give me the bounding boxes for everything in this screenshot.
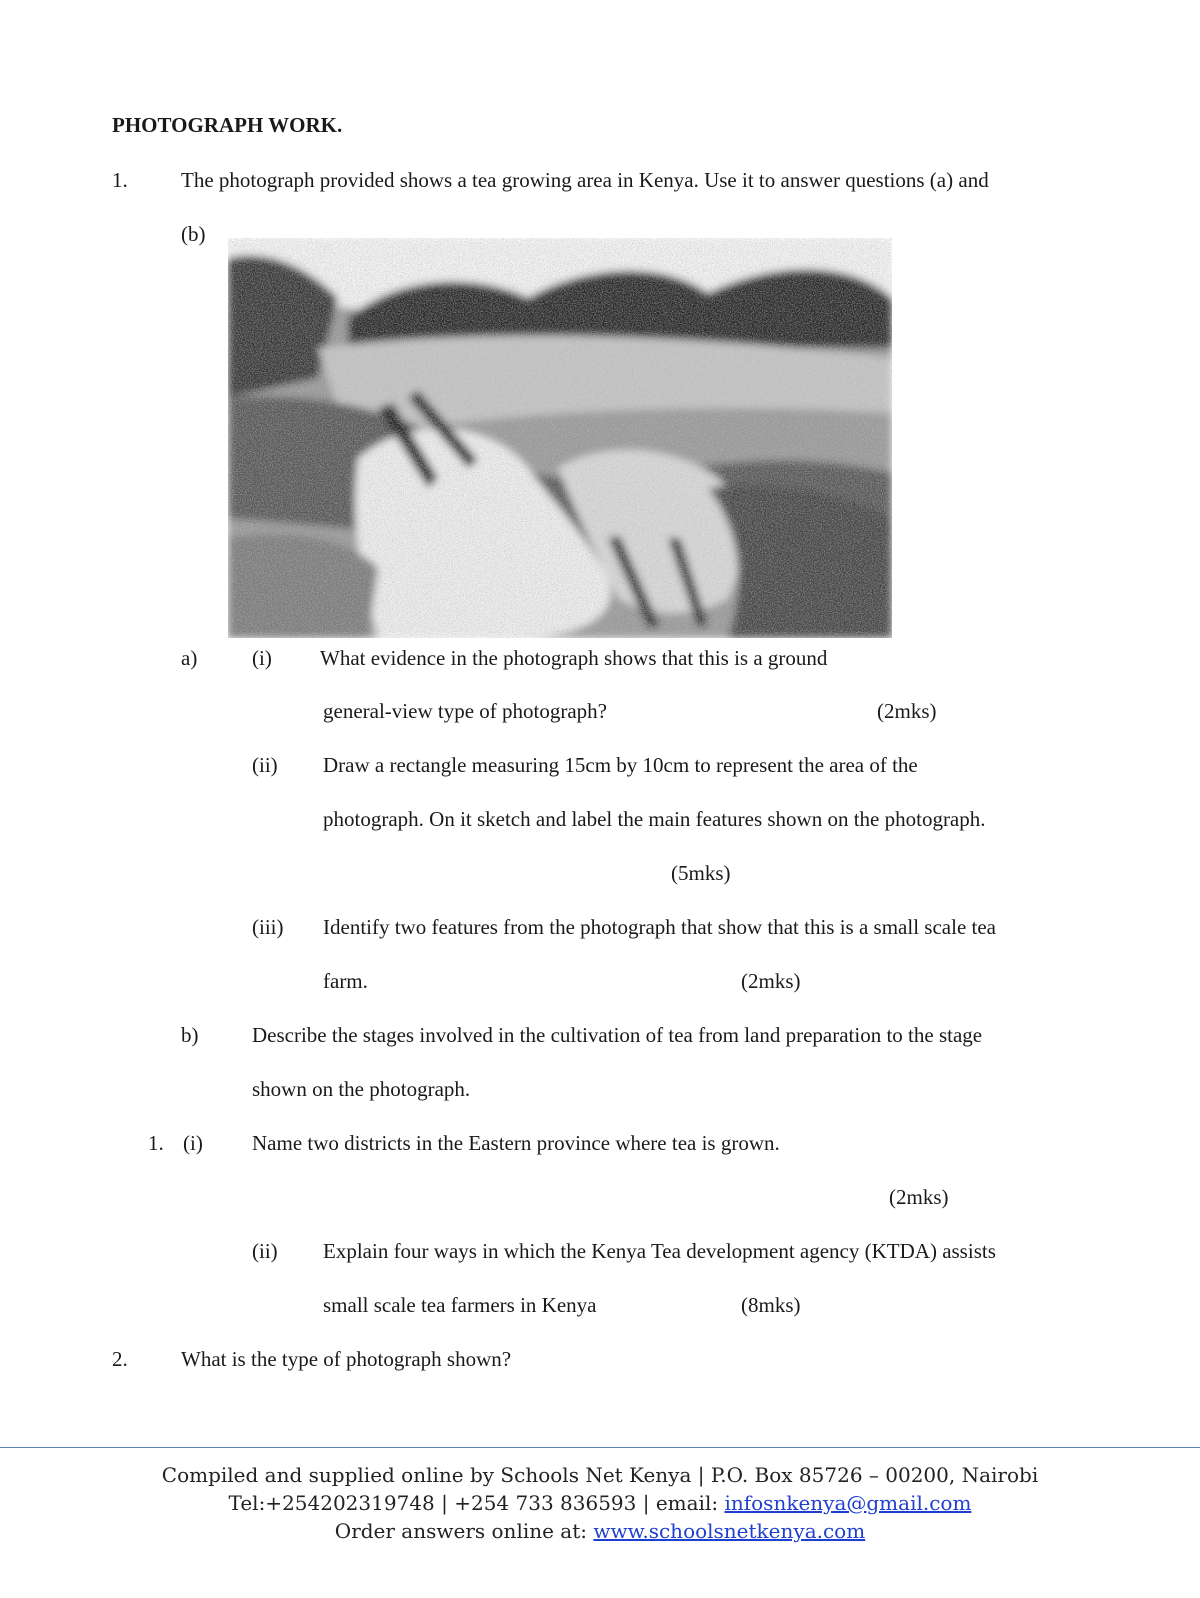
subquestion-number: 1.: [148, 1131, 164, 1155]
subquestion-i-marks: (2mks): [889, 1185, 949, 1209]
question-2-number: 2.: [112, 1347, 128, 1371]
question-1-number: 1.: [112, 168, 128, 192]
footer-order-text: Order answers online at:: [334, 1519, 594, 1543]
subquestion-ii-text: Explain four ways in which the Kenya Tea development agency (KTDA) assists: [323, 1239, 996, 1263]
part-b-label: b): [181, 1023, 199, 1047]
question-2-text: What is the type of photograph shown?: [181, 1347, 512, 1371]
part-a-label: a): [181, 646, 198, 670]
footer-website-link[interactable]: www.schoolsnetkenya.com: [593, 1519, 866, 1543]
footer-compiled-line: Compiled and supplied online by Schools Net Kenya | P.O. Box 85726 – 00200, Nairobi: [161, 1463, 1039, 1487]
footer-divider: [0, 1447, 1200, 1448]
footer-order-line: [0, 1521, 1200, 1541]
footer-phone-text: Tel:+254202319748 | +254 733 836593 | email:: [228, 1491, 725, 1515]
subquestion-ii-marks: (8mks): [741, 1293, 801, 1317]
tea-farm-photograph: [228, 238, 892, 638]
part-a-i-text: What evidence in the photograph shows that this is a ground: [320, 646, 828, 670]
footer-email-link[interactable]: infosnkenya@gmail.com: [724, 1491, 972, 1515]
subquestion-ii-label: (ii): [252, 1239, 278, 1263]
part-a-i-label: (i): [252, 646, 272, 670]
part-a-iii-label: (iii): [252, 915, 284, 939]
part-a-ii-text-continued: photograph. On it sketch and label the main features shown on the photograph.: [323, 807, 986, 831]
part-a-iii-marks: (2mks): [741, 969, 801, 993]
part-a-i-marks: (2mks): [877, 699, 937, 723]
subquestion-ii-text-continued: small scale tea farmers in Kenya: [323, 1293, 597, 1317]
part-b-text: Describe the stages involved in the cultivation of tea from land preparation to the stage: [252, 1023, 983, 1047]
part-a-i-text-continued: general-view type of photograph?: [323, 699, 607, 723]
subquestion-i-text: Name two districts in the Eastern province where tea is grown.: [252, 1131, 780, 1155]
part-a-ii-text: Draw a rectangle measuring 15cm by 10cm to represent the area of the: [323, 753, 918, 777]
footer-contact-line: [0, 1493, 1200, 1513]
subquestion-i-label: (i): [183, 1131, 203, 1155]
part-a-iii-text-continued: farm.: [323, 969, 368, 993]
question-1-intro: The photograph provided shows a tea growing area in Kenya. Use it to answer questions (a) and: [181, 168, 989, 192]
question-1-intro-continued: (b): [181, 222, 206, 246]
page-title: PHOTOGRAPH WORK.: [112, 113, 343, 137]
part-a-ii-marks: (5mks): [671, 861, 731, 885]
part-a-iii-text: Identify two features from the photograph that show that this is a small scale tea: [323, 915, 996, 939]
part-a-ii-label: (ii): [252, 753, 278, 777]
part-b-text-continued: shown on the photograph.: [252, 1077, 471, 1101]
